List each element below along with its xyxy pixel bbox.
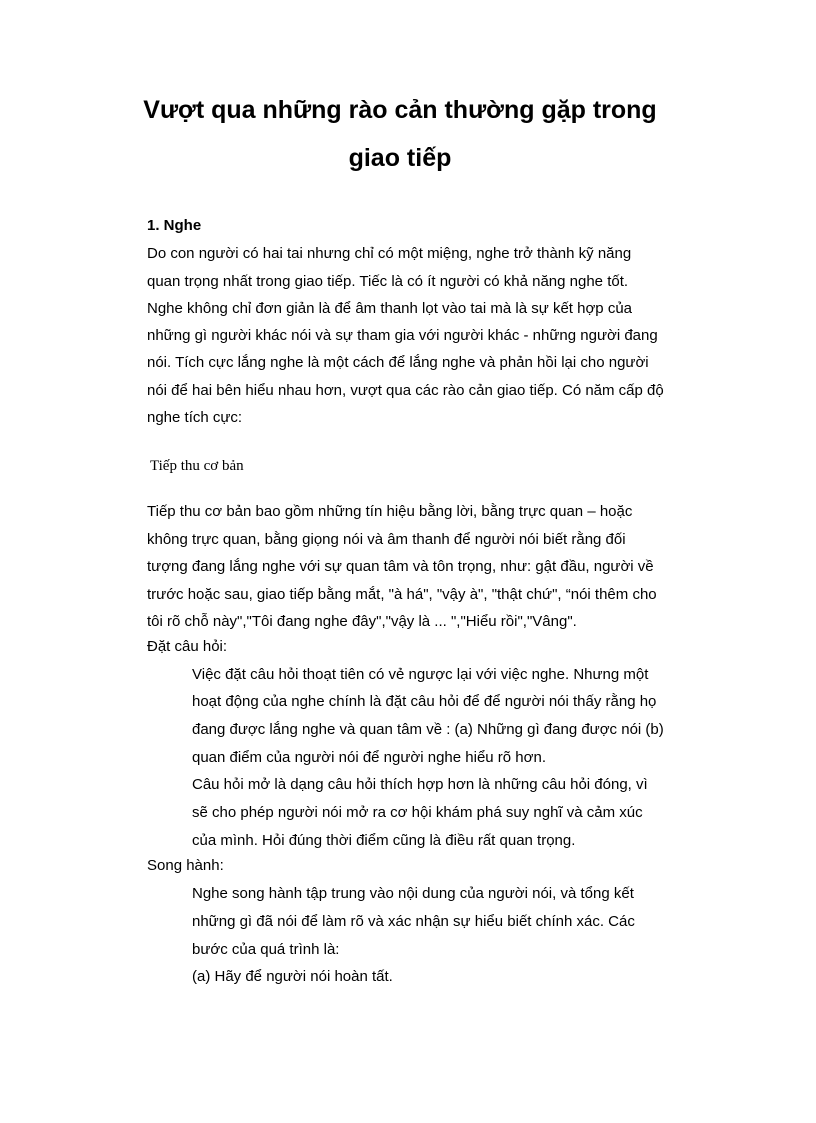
paragraph-line: bước của quá trình là: xyxy=(192,941,340,958)
paragraph-line: Việc đặt câu hỏi thoạt tiên có vẻ ngược lại với việc nghe. Nhưng một xyxy=(192,666,649,683)
paragraph-line: đang được lắng nghe và quan tâm về : (a) Những gì đang được nói (b) xyxy=(192,721,664,738)
section-heading-nghe: 1. Nghe xyxy=(147,217,202,234)
paragraph-line: nói để hai bên hiểu nhau hơn, vượt qua các rào cản giao tiếp. Có năm cấp độ xyxy=(147,382,664,399)
paragraph-line: quan trọng nhất trong giao tiếp. Tiếc là có ít người có khả năng nghe tốt. xyxy=(147,273,629,290)
paragraph-line: những gì người khác nói và sự tham gia với người khác - những người đang xyxy=(147,327,658,344)
paragraph-line: Câu hỏi mở là dạng câu hỏi thích hợp hơn là những câu hỏi đóng, vì xyxy=(192,776,648,793)
label-song-hanh: Song hành: xyxy=(147,857,224,874)
paragraph-line: trước hoặc sau, giao tiếp bằng mắt, "à há", "vậy à", "thật chứ", “nói thêm cho xyxy=(147,586,657,603)
label-dat-cau-hoi: Đặt câu hỏi: xyxy=(147,638,228,655)
document-title-line-2: giao tiếp xyxy=(348,144,452,172)
paragraph-line: nghe tích cực: xyxy=(147,409,243,426)
paragraph-line: tôi rõ chỗ này","Tôi đang nghe đây","vậy là ... ","Hiểu rồi","Vâng". xyxy=(147,613,577,630)
paragraph-line: Tiếp thu cơ bản bao gồm những tín hiệu bằng lời, bằng trực quan – hoặc xyxy=(147,503,633,520)
paragraph-line: tượng đang lắng nghe với sự quan tâm và tôn trọng, như: gật đầu, người về xyxy=(147,558,654,575)
paragraph-line: những gì đã nói để làm rõ và xác nhận sự hiểu biết chính xác. Các xyxy=(192,913,635,930)
paragraph-line: hoạt động của nghe chính là đặt câu hỏi để để người nói thấy rằng họ xyxy=(192,693,657,710)
paragraph-line: nói. Tích cực lắng nghe là một cách để lắng nghe và phản hồi lại cho người xyxy=(147,354,649,371)
document-title-line-1: Vượt qua những rào cản thường gặp trong xyxy=(143,96,657,124)
paragraph-line: quan điểm của người nói để người nghe hiểu rõ hơn. xyxy=(192,749,546,766)
paragraph-line: sẽ cho phép người nói mở ra cơ hội khám phá suy nghĩ và cảm xúc xyxy=(192,804,643,821)
paragraph-line: của mình. Hỏi đúng thời điểm cũng là điều rất quan trọng. xyxy=(192,832,576,849)
paragraph-line: không trực quan, bằng giọng nói và âm thanh để người nói biết rằng đối xyxy=(147,531,626,548)
paragraph-line: Nghe không chỉ đơn giản là để âm thanh lọt vào tai mà là sự kết hợp của xyxy=(147,300,633,317)
paragraph-line: Do con người có hai tai nhưng chỉ có một miệng, nghe trở thành kỹ năng xyxy=(147,245,632,262)
paragraph-line: Nghe song hành tập trung vào nội dung của người nói, và tổng kết xyxy=(192,885,634,902)
sub-heading-tiep-thu: Tiếp thu cơ bản xyxy=(150,458,244,474)
paragraph-line: (a) Hãy để người nói hoàn tất. xyxy=(192,968,393,985)
